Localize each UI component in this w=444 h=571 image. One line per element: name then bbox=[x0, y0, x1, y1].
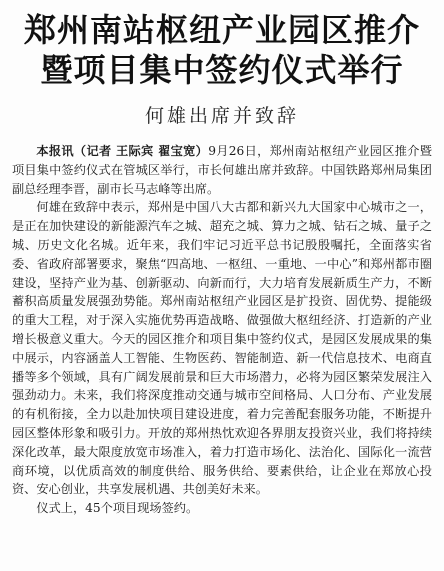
paragraph-2: 何雄在致辞中表示，郑州是中国八大古都和新兴九大国家中心城市之一，是正在加快建设的新能源汽车之城、超充之城、算力之城、钻石之城、量子之城、历史文化名城。近年来，我们牢记习近平总书记殷殷嘱托，全面落实省委、省政府部署要求，聚焦“四高地、一枢纽、一重地、一中心”和郑州都市圈建设，坚持产业为基、创新驱动、向新而行，大力培育发展新质生产力，不断蓄积高质量发展强劲势能。郑州南站枢纽产业园区是扩投资、固优势、提能级的重大工程，对于深入实施优势再造战略、做强做大枢纽经济、打造新的产业增长极意义重大。今天的园区推介和项目集中签约仪式，是园区发展成果的集中展示，内容涵盖人工智能、生物医药、智能制造、新一代信息技术、电商直播等多个领域，具有广阔发展前景和巨大市场潜力，必将为园区繁荣发展注入强劲动力。未来，我们将深度推动交通与城市空间格局、人口分布、产业发展的有机衔接，全力以赴加快项目建设进度，着力完善配套服务功能，不断提升园区整体形象和吸引力。开放的郑州热忱欢迎各界朋友投资兴业，我们将持续深化改革，最大限度放宽市场准入，着力打造市场化、法治化、国际化一流营商环境，以优质高效的制度供给、服务供给、要素供给，让企业在郑放心投资、安心创业，共享发展机遇、共创美好未来。 bbox=[12, 200, 432, 497]
paragraph-1-text: 9月26日，郑州南站枢纽产业园区推介暨项目集中签约仪式在管城区举行，市长何雄出席并致辞。中国铁路郑州局集团副总经理李晋，副市长马志峰等出席。 bbox=[12, 144, 432, 196]
subtitle: 何雄出席并致辞 bbox=[144, 105, 299, 127]
headline-line-1: 郑州南站枢纽产业园区推介 bbox=[23, 11, 420, 49]
headline-line-2: 暨项目集中签约仪式举行 bbox=[40, 51, 404, 89]
paragraph-1 bbox=[12, 142, 432, 198]
byline: 本报讯（记者 王际宾 翟宝宽） bbox=[36, 144, 209, 158]
article-body bbox=[12, 142, 432, 518]
paragraph-3: 仪式上，45个项目现场签约。 bbox=[36, 501, 199, 516]
